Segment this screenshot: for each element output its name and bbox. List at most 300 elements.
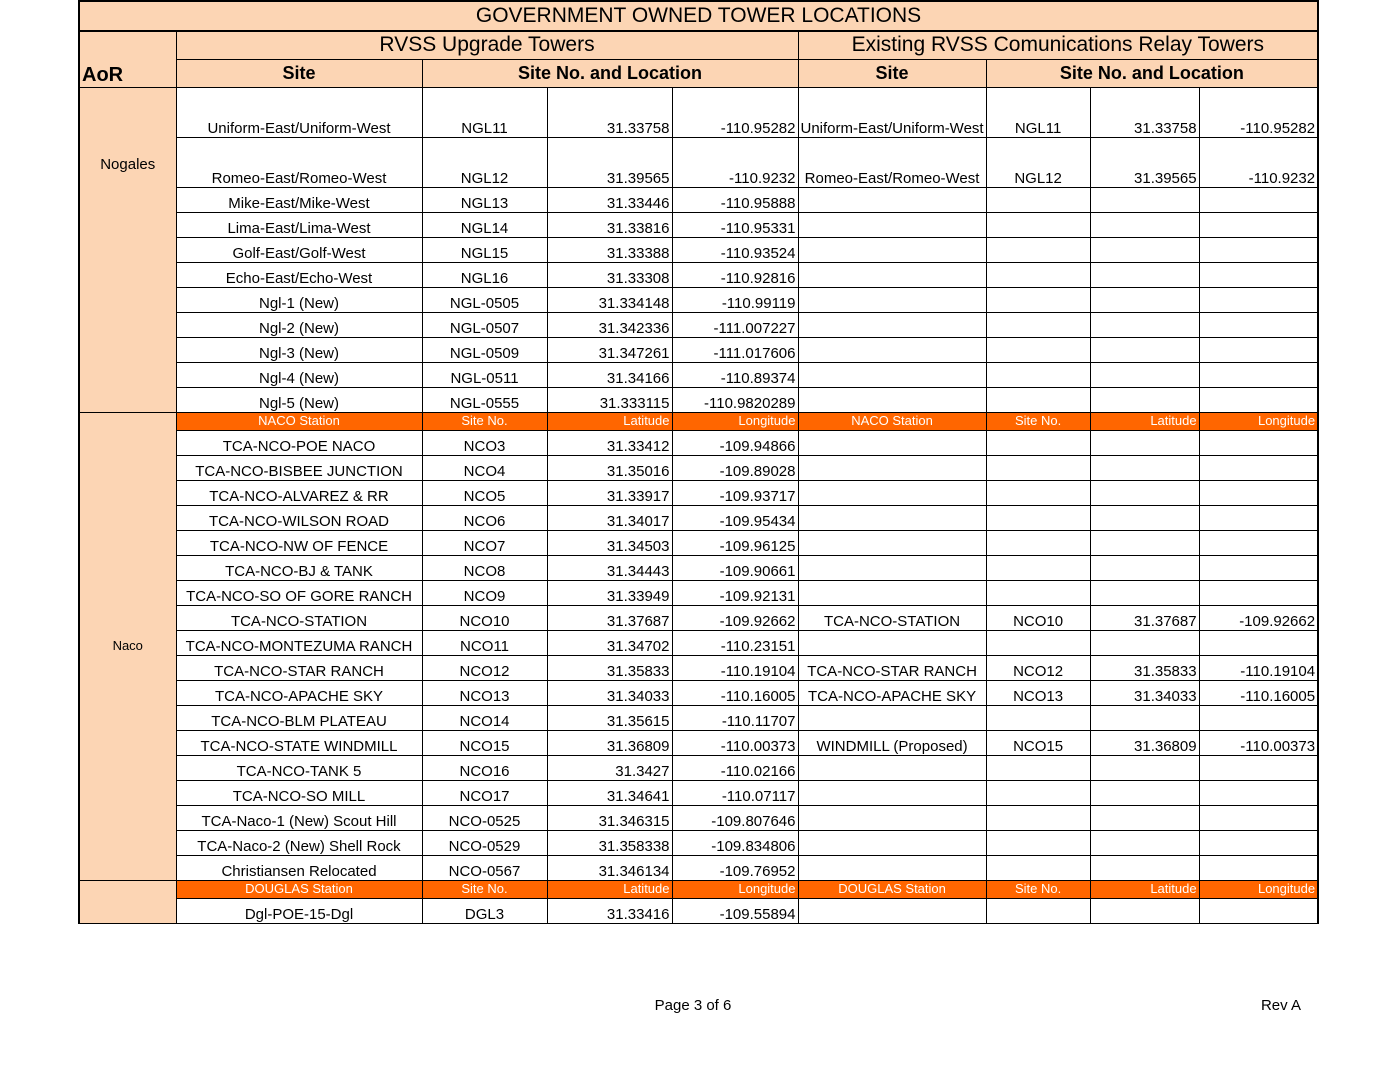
table-row <box>79 187 1318 212</box>
relay-site-cell: TCA-NCO-STATION <box>798 605 986 630</box>
longitude-cell: -110.00373 <box>672 730 798 755</box>
subheader-cell: NACO Station <box>176 412 422 430</box>
relay-site-cell <box>798 312 986 337</box>
subheader-cell: DOUGLAS Station <box>176 880 422 898</box>
relay-site-no-cell <box>986 480 1090 505</box>
relay-longitude-cell <box>1199 212 1318 237</box>
site-no-cell: NCO-0529 <box>422 830 547 855</box>
site-cell: Romeo-East/Romeo-West <box>176 137 422 187</box>
relay-latitude-cell <box>1090 505 1199 530</box>
relay-latitude-cell <box>1090 455 1199 480</box>
site-cell: Ngl-4 (New) <box>176 362 422 387</box>
site-no-cell: NCO-0567 <box>422 855 547 880</box>
site-no-cell: NCO14 <box>422 705 547 730</box>
latitude-cell: 31.33949 <box>547 580 672 605</box>
latitude-cell: 31.346315 <box>547 805 672 830</box>
subheader-cell: Longitude <box>1199 412 1318 430</box>
site-cell: Ngl-2 (New) <box>176 312 422 337</box>
longitude-cell: -111.007227 <box>672 312 798 337</box>
table-row <box>79 455 1318 480</box>
site-no-cell: NGL-0507 <box>422 312 547 337</box>
existing-relay-header: Existing RVSS Comunications Relay Towers <box>798 31 1318 59</box>
relay-longitude-cell <box>1199 755 1318 780</box>
site-cell: TCA-Naco-1 (New) Scout Hill <box>176 805 422 830</box>
subheader-cell: Site No. <box>986 880 1090 898</box>
subheader-cell: Site No. <box>422 412 547 430</box>
relay-latitude-cell <box>1090 555 1199 580</box>
aor-header: AoR <box>79 31 176 87</box>
longitude-cell: -109.93717 <box>672 480 798 505</box>
relay-site-no-cell <box>986 212 1090 237</box>
relay-latitude-cell <box>1090 480 1199 505</box>
relay-site-no-cell <box>986 530 1090 555</box>
longitude-cell: -109.92131 <box>672 580 798 605</box>
site-cell: Dgl-POE-15-Dgl <box>176 898 422 923</box>
longitude-cell: -110.9820289 <box>672 387 798 412</box>
site-cell: Lima-East/Lima-West <box>176 212 422 237</box>
relay-longitude-cell: -109.92662 <box>1199 605 1318 630</box>
relay-site-cell <box>798 530 986 555</box>
relay-latitude-cell <box>1090 830 1199 855</box>
site-no-cell: NCO17 <box>422 780 547 805</box>
site-no-cell: NCO9 <box>422 580 547 605</box>
latitude-cell: 31.33816 <box>547 212 672 237</box>
table-row <box>79 505 1318 530</box>
table-row <box>79 655 1318 680</box>
site-header-left: Site <box>176 59 422 87</box>
site-no-cell: NGL14 <box>422 212 547 237</box>
relay-latitude-cell: 31.39565 <box>1090 137 1199 187</box>
section-subheader-row <box>79 412 1318 430</box>
relay-latitude-cell <box>1090 387 1199 412</box>
aor-cell: Naco <box>79 412 176 880</box>
page-number: Page 3 of 6 <box>654 997 732 1014</box>
relay-site-cell <box>798 262 986 287</box>
longitude-cell: -110.93524 <box>672 237 798 262</box>
relay-site-no-cell <box>986 830 1090 855</box>
site-cell: Golf-East/Golf-West <box>176 237 422 262</box>
latitude-cell: 31.34033 <box>547 680 672 705</box>
site-cell: TCA-NCO-MONTEZUMA RANCH <box>176 630 422 655</box>
aor-cell <box>79 880 176 923</box>
relay-latitude-cell <box>1090 580 1199 605</box>
relay-latitude-cell: 31.33758 <box>1090 87 1199 137</box>
relay-latitude-cell: 31.36809 <box>1090 730 1199 755</box>
longitude-cell: -109.96125 <box>672 530 798 555</box>
table-row <box>79 287 1318 312</box>
site-cell: Ngl-1 (New) <box>176 287 422 312</box>
relay-site-no-cell <box>986 780 1090 805</box>
table-row <box>79 387 1318 412</box>
longitude-cell: -110.95888 <box>672 187 798 212</box>
relay-site-no-cell: NCO12 <box>986 655 1090 680</box>
relay-longitude-cell <box>1199 362 1318 387</box>
table-row <box>79 312 1318 337</box>
site-cell: TCA-NCO-TANK 5 <box>176 755 422 780</box>
subheader-cell: Longitude <box>672 412 798 430</box>
latitude-cell: 31.34503 <box>547 530 672 555</box>
site-no-cell: NGL16 <box>422 262 547 287</box>
relay-latitude-cell <box>1090 212 1199 237</box>
table-row <box>79 755 1318 780</box>
relay-site-no-cell: NCO10 <box>986 605 1090 630</box>
site-cell: Echo-East/Echo-West <box>176 262 422 287</box>
relay-site-no-cell: NCO13 <box>986 680 1090 705</box>
relay-longitude-cell <box>1199 530 1318 555</box>
site-no-cell: NCO7 <box>422 530 547 555</box>
relay-site-no-cell <box>986 387 1090 412</box>
table-row <box>79 605 1318 630</box>
revision-label: Rev A <box>1260 997 1301 1014</box>
relay-site-cell <box>798 780 986 805</box>
relay-latitude-cell <box>1090 755 1199 780</box>
relay-site-no-cell <box>986 705 1090 730</box>
aor-cell: Nogales <box>79 87 176 412</box>
site-cell: Ngl-3 (New) <box>176 337 422 362</box>
relay-longitude-cell <box>1199 505 1318 530</box>
subheader-cell: Site No. <box>986 412 1090 430</box>
relay-site-cell <box>798 755 986 780</box>
relay-site-cell <box>798 630 986 655</box>
site-cell: TCA-NCO-STAR RANCH <box>176 655 422 680</box>
relay-latitude-cell <box>1090 430 1199 455</box>
site-cell: Ngl-5 (New) <box>176 387 422 412</box>
longitude-cell: -110.11707 <box>672 705 798 730</box>
relay-site-no-cell <box>986 262 1090 287</box>
relay-longitude-cell <box>1199 312 1318 337</box>
longitude-cell: -109.76952 <box>672 855 798 880</box>
relay-longitude-cell: -110.16005 <box>1199 680 1318 705</box>
table-row <box>79 430 1318 455</box>
site-no-cell: NCO5 <box>422 480 547 505</box>
relay-site-no-cell <box>986 505 1090 530</box>
longitude-cell: -110.99119 <box>672 287 798 312</box>
table-row <box>79 555 1318 580</box>
relay-site-no-cell: NCO15 <box>986 730 1090 755</box>
latitude-cell: 31.358338 <box>547 830 672 855</box>
relay-longitude-cell <box>1199 855 1318 880</box>
relay-site-cell: TCA-NCO-APACHE SKY <box>798 680 986 705</box>
relay-site-no-cell <box>986 187 1090 212</box>
section-subheader-row <box>79 880 1318 898</box>
latitude-cell: 31.34443 <box>547 555 672 580</box>
site-cell: Uniform-East/Uniform-West <box>176 87 422 137</box>
relay-site-no-cell <box>986 312 1090 337</box>
longitude-cell: -110.23151 <box>672 630 798 655</box>
relay-longitude-cell <box>1199 898 1318 923</box>
relay-site-cell <box>798 855 986 880</box>
relay-site-no-cell <box>986 430 1090 455</box>
relay-latitude-cell <box>1090 237 1199 262</box>
relay-site-no-cell <box>986 755 1090 780</box>
relay-latitude-cell <box>1090 337 1199 362</box>
subheader-cell: Site No. <box>422 880 547 898</box>
relay-latitude-cell <box>1090 805 1199 830</box>
site-no-cell: NGL12 <box>422 137 547 187</box>
relay-site-cell <box>798 212 986 237</box>
relay-longitude-cell <box>1199 387 1318 412</box>
longitude-cell: -110.92816 <box>672 262 798 287</box>
relay-longitude-cell <box>1199 580 1318 605</box>
longitude-cell: -109.807646 <box>672 805 798 830</box>
relay-longitude-cell <box>1199 337 1318 362</box>
relay-site-cell <box>798 430 986 455</box>
relay-site-cell <box>798 187 986 212</box>
relay-latitude-cell <box>1090 287 1199 312</box>
relay-longitude-cell: -110.00373 <box>1199 730 1318 755</box>
table-title: GOVERNMENT OWNED TOWER LOCATIONS <box>79 1 1318 31</box>
latitude-cell: 31.34017 <box>547 505 672 530</box>
longitude-cell: -110.16005 <box>672 680 798 705</box>
relay-site-cell <box>798 830 986 855</box>
relay-site-no-cell <box>986 555 1090 580</box>
relay-latitude-cell <box>1090 855 1199 880</box>
subheader-cell: NACO Station <box>798 412 986 430</box>
relay-latitude-cell <box>1090 312 1199 337</box>
longitude-cell: -110.95331 <box>672 212 798 237</box>
site-no-location-header-left: Site No. and Location <box>422 59 798 87</box>
site-no-cell: NGL13 <box>422 187 547 212</box>
subheader-cell: Latitude <box>547 880 672 898</box>
site-no-cell: NGL-0555 <box>422 387 547 412</box>
longitude-cell: -109.89028 <box>672 455 798 480</box>
longitude-cell: -111.017606 <box>672 337 798 362</box>
site-no-cell: NGL-0511 <box>422 362 547 387</box>
site-cell: TCA-NCO-BISBEE JUNCTION <box>176 455 422 480</box>
table-row <box>79 137 1318 187</box>
table-row <box>79 898 1318 923</box>
latitude-cell: 31.37687 <box>547 605 672 630</box>
table-row <box>79 705 1318 730</box>
longitude-cell: -109.90661 <box>672 555 798 580</box>
longitude-cell: -110.9232 <box>672 137 798 187</box>
longitude-cell: -109.95434 <box>672 505 798 530</box>
relay-site-cell: Uniform-East/Uniform-West <box>798 87 986 137</box>
relay-longitude-cell <box>1199 805 1318 830</box>
table-row <box>79 780 1318 805</box>
site-header-right: Site <box>798 59 986 87</box>
relay-site-no-cell: NGL12 <box>986 137 1090 187</box>
site-no-cell: NCO6 <box>422 505 547 530</box>
rvss-upgrade-header: RVSS Upgrade Towers <box>176 31 798 59</box>
relay-site-no-cell <box>986 237 1090 262</box>
relay-site-no-cell <box>986 287 1090 312</box>
site-cell: TCA-NCO-WILSON ROAD <box>176 505 422 530</box>
site-cell: TCA-Naco-2 (New) Shell Rock <box>176 830 422 855</box>
site-no-cell: DGL3 <box>422 898 547 923</box>
table-row <box>79 830 1318 855</box>
longitude-cell: -110.89374 <box>672 362 798 387</box>
site-cell: Mike-East/Mike-West <box>176 187 422 212</box>
relay-site-cell <box>798 580 986 605</box>
site-cell: TCA-NCO-STATION <box>176 605 422 630</box>
site-no-cell: NGL-0505 <box>422 287 547 312</box>
relay-site-cell <box>798 505 986 530</box>
table-row <box>79 212 1318 237</box>
latitude-cell: 31.347261 <box>547 337 672 362</box>
relay-latitude-cell <box>1090 530 1199 555</box>
relay-longitude-cell: -110.95282 <box>1199 87 1318 137</box>
table-row <box>79 87 1318 137</box>
relay-site-cell <box>798 705 986 730</box>
relay-site-no-cell <box>986 337 1090 362</box>
longitude-cell: -109.92662 <box>672 605 798 630</box>
site-no-cell: NCO8 <box>422 555 547 580</box>
relay-latitude-cell <box>1090 780 1199 805</box>
table-row <box>79 580 1318 605</box>
latitude-cell: 31.36809 <box>547 730 672 755</box>
relay-site-cell <box>798 237 986 262</box>
latitude-cell: 31.34166 <box>547 362 672 387</box>
longitude-cell: -109.55894 <box>672 898 798 923</box>
latitude-cell: 31.346134 <box>547 855 672 880</box>
subheader-cell: DOUGLAS Station <box>798 880 986 898</box>
latitude-cell: 31.33446 <box>547 187 672 212</box>
site-no-cell: NCO15 <box>422 730 547 755</box>
subheader-cell: Longitude <box>1199 880 1318 898</box>
relay-site-cell <box>798 287 986 312</box>
subheader-cell: Latitude <box>1090 880 1199 898</box>
relay-site-cell <box>798 805 986 830</box>
site-cell: Christiansen Relocated <box>176 855 422 880</box>
relay-site-no-cell <box>986 898 1090 923</box>
longitude-cell: -110.95282 <box>672 87 798 137</box>
relay-latitude-cell <box>1090 262 1199 287</box>
subheader-cell: Latitude <box>547 412 672 430</box>
relay-longitude-cell <box>1199 262 1318 287</box>
site-cell: TCA-NCO-NW OF FENCE <box>176 530 422 555</box>
table-row <box>79 362 1318 387</box>
site-no-cell: NCO4 <box>422 455 547 480</box>
table-row <box>79 805 1318 830</box>
site-no-location-header-right: Site No. and Location <box>986 59 1318 87</box>
relay-site-cell: WINDMILL (Proposed) <box>798 730 986 755</box>
relay-longitude-cell <box>1199 780 1318 805</box>
latitude-cell: 31.3427 <box>547 755 672 780</box>
site-cell: TCA-NCO-STATE WINDMILL <box>176 730 422 755</box>
table-row <box>79 480 1318 505</box>
latitude-cell: 31.334148 <box>547 287 672 312</box>
relay-latitude-cell: 31.34033 <box>1090 680 1199 705</box>
site-no-cell: NGL-0509 <box>422 337 547 362</box>
relay-site-no-cell <box>986 580 1090 605</box>
relay-longitude-cell <box>1199 705 1318 730</box>
relay-latitude-cell <box>1090 898 1199 923</box>
tower-locations-table <box>78 0 1319 924</box>
latitude-cell: 31.33388 <box>547 237 672 262</box>
site-no-cell: NCO10 <box>422 605 547 630</box>
relay-site-cell <box>798 387 986 412</box>
relay-longitude-cell <box>1199 630 1318 655</box>
relay-site-no-cell <box>986 455 1090 480</box>
relay-latitude-cell: 31.35833 <box>1090 655 1199 680</box>
relay-site-no-cell <box>986 805 1090 830</box>
site-no-cell: NCO16 <box>422 755 547 780</box>
site-no-cell: NCO12 <box>422 655 547 680</box>
relay-site-cell <box>798 480 986 505</box>
relay-site-cell <box>798 555 986 580</box>
site-no-cell: NGL15 <box>422 237 547 262</box>
latitude-cell: 31.342336 <box>547 312 672 337</box>
latitude-cell: 31.33416 <box>547 898 672 923</box>
relay-longitude-cell <box>1199 430 1318 455</box>
table-row <box>79 237 1318 262</box>
table-row <box>79 680 1318 705</box>
latitude-cell: 31.34702 <box>547 630 672 655</box>
latitude-cell: 31.35016 <box>547 455 672 480</box>
subheader-cell: Longitude <box>672 880 798 898</box>
relay-site-cell: Romeo-East/Romeo-West <box>798 137 986 187</box>
latitude-cell: 31.39565 <box>547 137 672 187</box>
site-cell: TCA-NCO-APACHE SKY <box>176 680 422 705</box>
relay-longitude-cell <box>1199 237 1318 262</box>
latitude-cell: 31.34641 <box>547 780 672 805</box>
latitude-cell: 31.33917 <box>547 480 672 505</box>
relay-latitude-cell <box>1090 705 1199 730</box>
relay-longitude-cell: -110.19104 <box>1199 655 1318 680</box>
relay-longitude-cell <box>1199 287 1318 312</box>
relay-longitude-cell <box>1199 187 1318 212</box>
site-no-cell: NCO11 <box>422 630 547 655</box>
relay-longitude-cell <box>1199 830 1318 855</box>
table-row <box>79 530 1318 555</box>
latitude-cell: 31.33412 <box>547 430 672 455</box>
relay-longitude-cell <box>1199 555 1318 580</box>
relay-latitude-cell <box>1090 362 1199 387</box>
latitude-cell: 31.35615 <box>547 705 672 730</box>
site-cell: TCA-NCO-SO OF GORE RANCH <box>176 580 422 605</box>
longitude-cell: -109.94866 <box>672 430 798 455</box>
site-no-cell: NCO13 <box>422 680 547 705</box>
relay-longitude-cell <box>1199 455 1318 480</box>
relay-site-cell <box>798 362 986 387</box>
relay-site-no-cell: NGL11 <box>986 87 1090 137</box>
table-row <box>79 262 1318 287</box>
relay-longitude-cell: -110.9232 <box>1199 137 1318 187</box>
subheader-cell: Latitude <box>1090 412 1199 430</box>
longitude-cell: -109.834806 <box>672 830 798 855</box>
longitude-cell: -110.19104 <box>672 655 798 680</box>
site-cell: TCA-NCO-BJ & TANK <box>176 555 422 580</box>
relay-latitude-cell: 31.37687 <box>1090 605 1199 630</box>
longitude-cell: -110.02166 <box>672 755 798 780</box>
table-row <box>79 630 1318 655</box>
relay-site-cell <box>798 455 986 480</box>
site-no-cell: NCO-0525 <box>422 805 547 830</box>
relay-site-cell <box>798 337 986 362</box>
site-cell: TCA-NCO-POE NACO <box>176 430 422 455</box>
latitude-cell: 31.33758 <box>547 87 672 137</box>
site-cell: TCA-NCO-BLM PLATEAU <box>176 705 422 730</box>
relay-latitude-cell <box>1090 630 1199 655</box>
relay-site-no-cell <box>986 362 1090 387</box>
table-row <box>79 337 1318 362</box>
relay-site-cell: TCA-NCO-STAR RANCH <box>798 655 986 680</box>
relay-site-no-cell <box>986 855 1090 880</box>
site-cell: TCA-NCO-SO MILL <box>176 780 422 805</box>
site-no-cell: NCO3 <box>422 430 547 455</box>
relay-site-no-cell <box>986 630 1090 655</box>
site-no-cell: NGL11 <box>422 87 547 137</box>
latitude-cell: 31.35833 <box>547 655 672 680</box>
relay-site-cell <box>798 898 986 923</box>
latitude-cell: 31.33308 <box>547 262 672 287</box>
site-cell: TCA-NCO-ALVAREZ & RR <box>176 480 422 505</box>
relay-longitude-cell <box>1199 480 1318 505</box>
table-row <box>79 855 1318 880</box>
relay-latitude-cell <box>1090 187 1199 212</box>
longitude-cell: -110.07117 <box>672 780 798 805</box>
